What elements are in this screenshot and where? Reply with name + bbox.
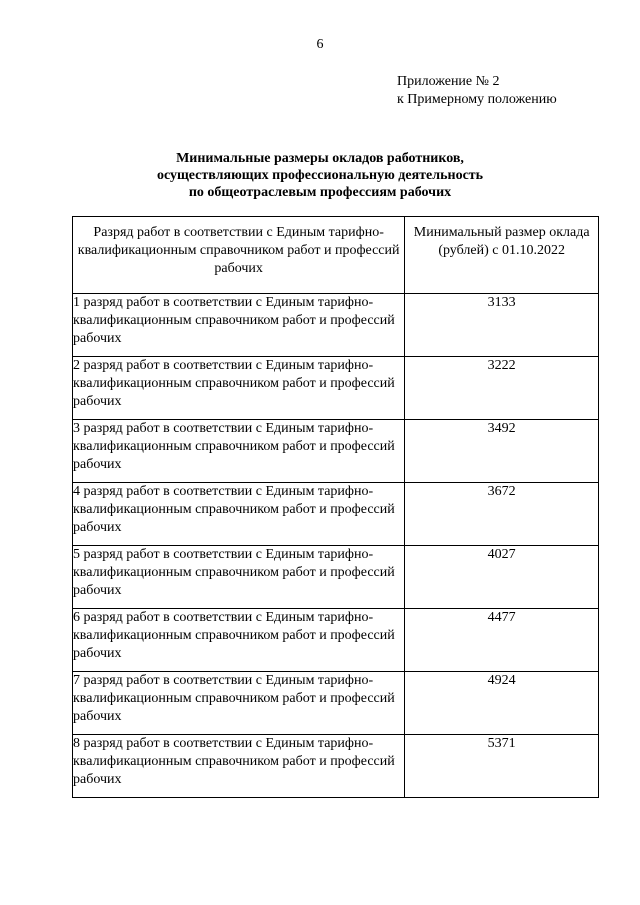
title-line-2: осуществляющих профессиональную деятельность [156, 168, 484, 183]
salary-table [72, 216, 599, 798]
table-row [73, 483, 599, 546]
table-row [73, 672, 599, 735]
appendix-reference [397, 73, 557, 109]
table-row [73, 609, 599, 672]
table-header-row [73, 217, 599, 294]
grade-description: 7 разряд работ в соответствии с Единым тарифно-квалификационным справочником работ и профессий рабочих [73, 672, 405, 735]
grade-description: 6 разряд работ в соответствии с Единым тарифно-квалификационным справочником работ и профессий рабочих [73, 609, 405, 672]
grade-description: 5 разряд работ в соответствии с Единым тарифно-квалификационным справочником работ и профессий рабочих [73, 546, 405, 609]
salary-value: 5371 [405, 735, 599, 798]
header-grade-label: Разряд работ в соответствии с Единым тарифно-квалификационным справочником работ и профессий рабочих [77, 225, 400, 276]
header-salary-column [405, 217, 599, 294]
grade-description: 8 разряд работ в соответствии с Единым тарифно-квалификационным справочником работ и профессий рабочих [73, 735, 405, 798]
salary-value: 3672 [405, 483, 599, 546]
table-row [73, 294, 599, 357]
table-row [73, 420, 599, 483]
appendix-line-2: к Примерному положению [397, 92, 557, 107]
grade-description: 2 разряд работ в соответствии с Единым тарифно-квалификационным справочником работ и профессий рабочих [73, 357, 405, 420]
document-title [0, 150, 640, 201]
grade-description: 3 разряд работ в соответствии с Единым тарифно-квалификационным справочником работ и профессий рабочих [73, 420, 405, 483]
salary-value: 4924 [405, 672, 599, 735]
header-salary-label: Минимальный размер оклада (рублей) с 01.10.2022 [413, 225, 590, 258]
salary-value: 4477 [405, 609, 599, 672]
table-row [73, 546, 599, 609]
page-number: 6 [316, 37, 324, 52]
title-line-3: по общеотраслевым профессиям рабочих [188, 185, 452, 200]
grade-description: 4 разряд работ в соответствии с Единым тарифно-квалификационным справочником работ и профессий рабочих [73, 483, 405, 546]
grade-description: 1 разряд работ в соответствии с Единым тарифно-квалификационным справочником работ и профессий рабочих [73, 294, 405, 357]
table-row [73, 735, 599, 798]
salary-value: 3492 [405, 420, 599, 483]
appendix-line-1: Приложение № 2 [397, 74, 500, 89]
salary-value: 3133 [405, 294, 599, 357]
title-line-1: Минимальные размеры окладов работников, [176, 151, 464, 166]
header-grade-column [73, 217, 405, 294]
salary-value: 4027 [405, 546, 599, 609]
table-row [73, 357, 599, 420]
salary-value: 3222 [405, 357, 599, 420]
